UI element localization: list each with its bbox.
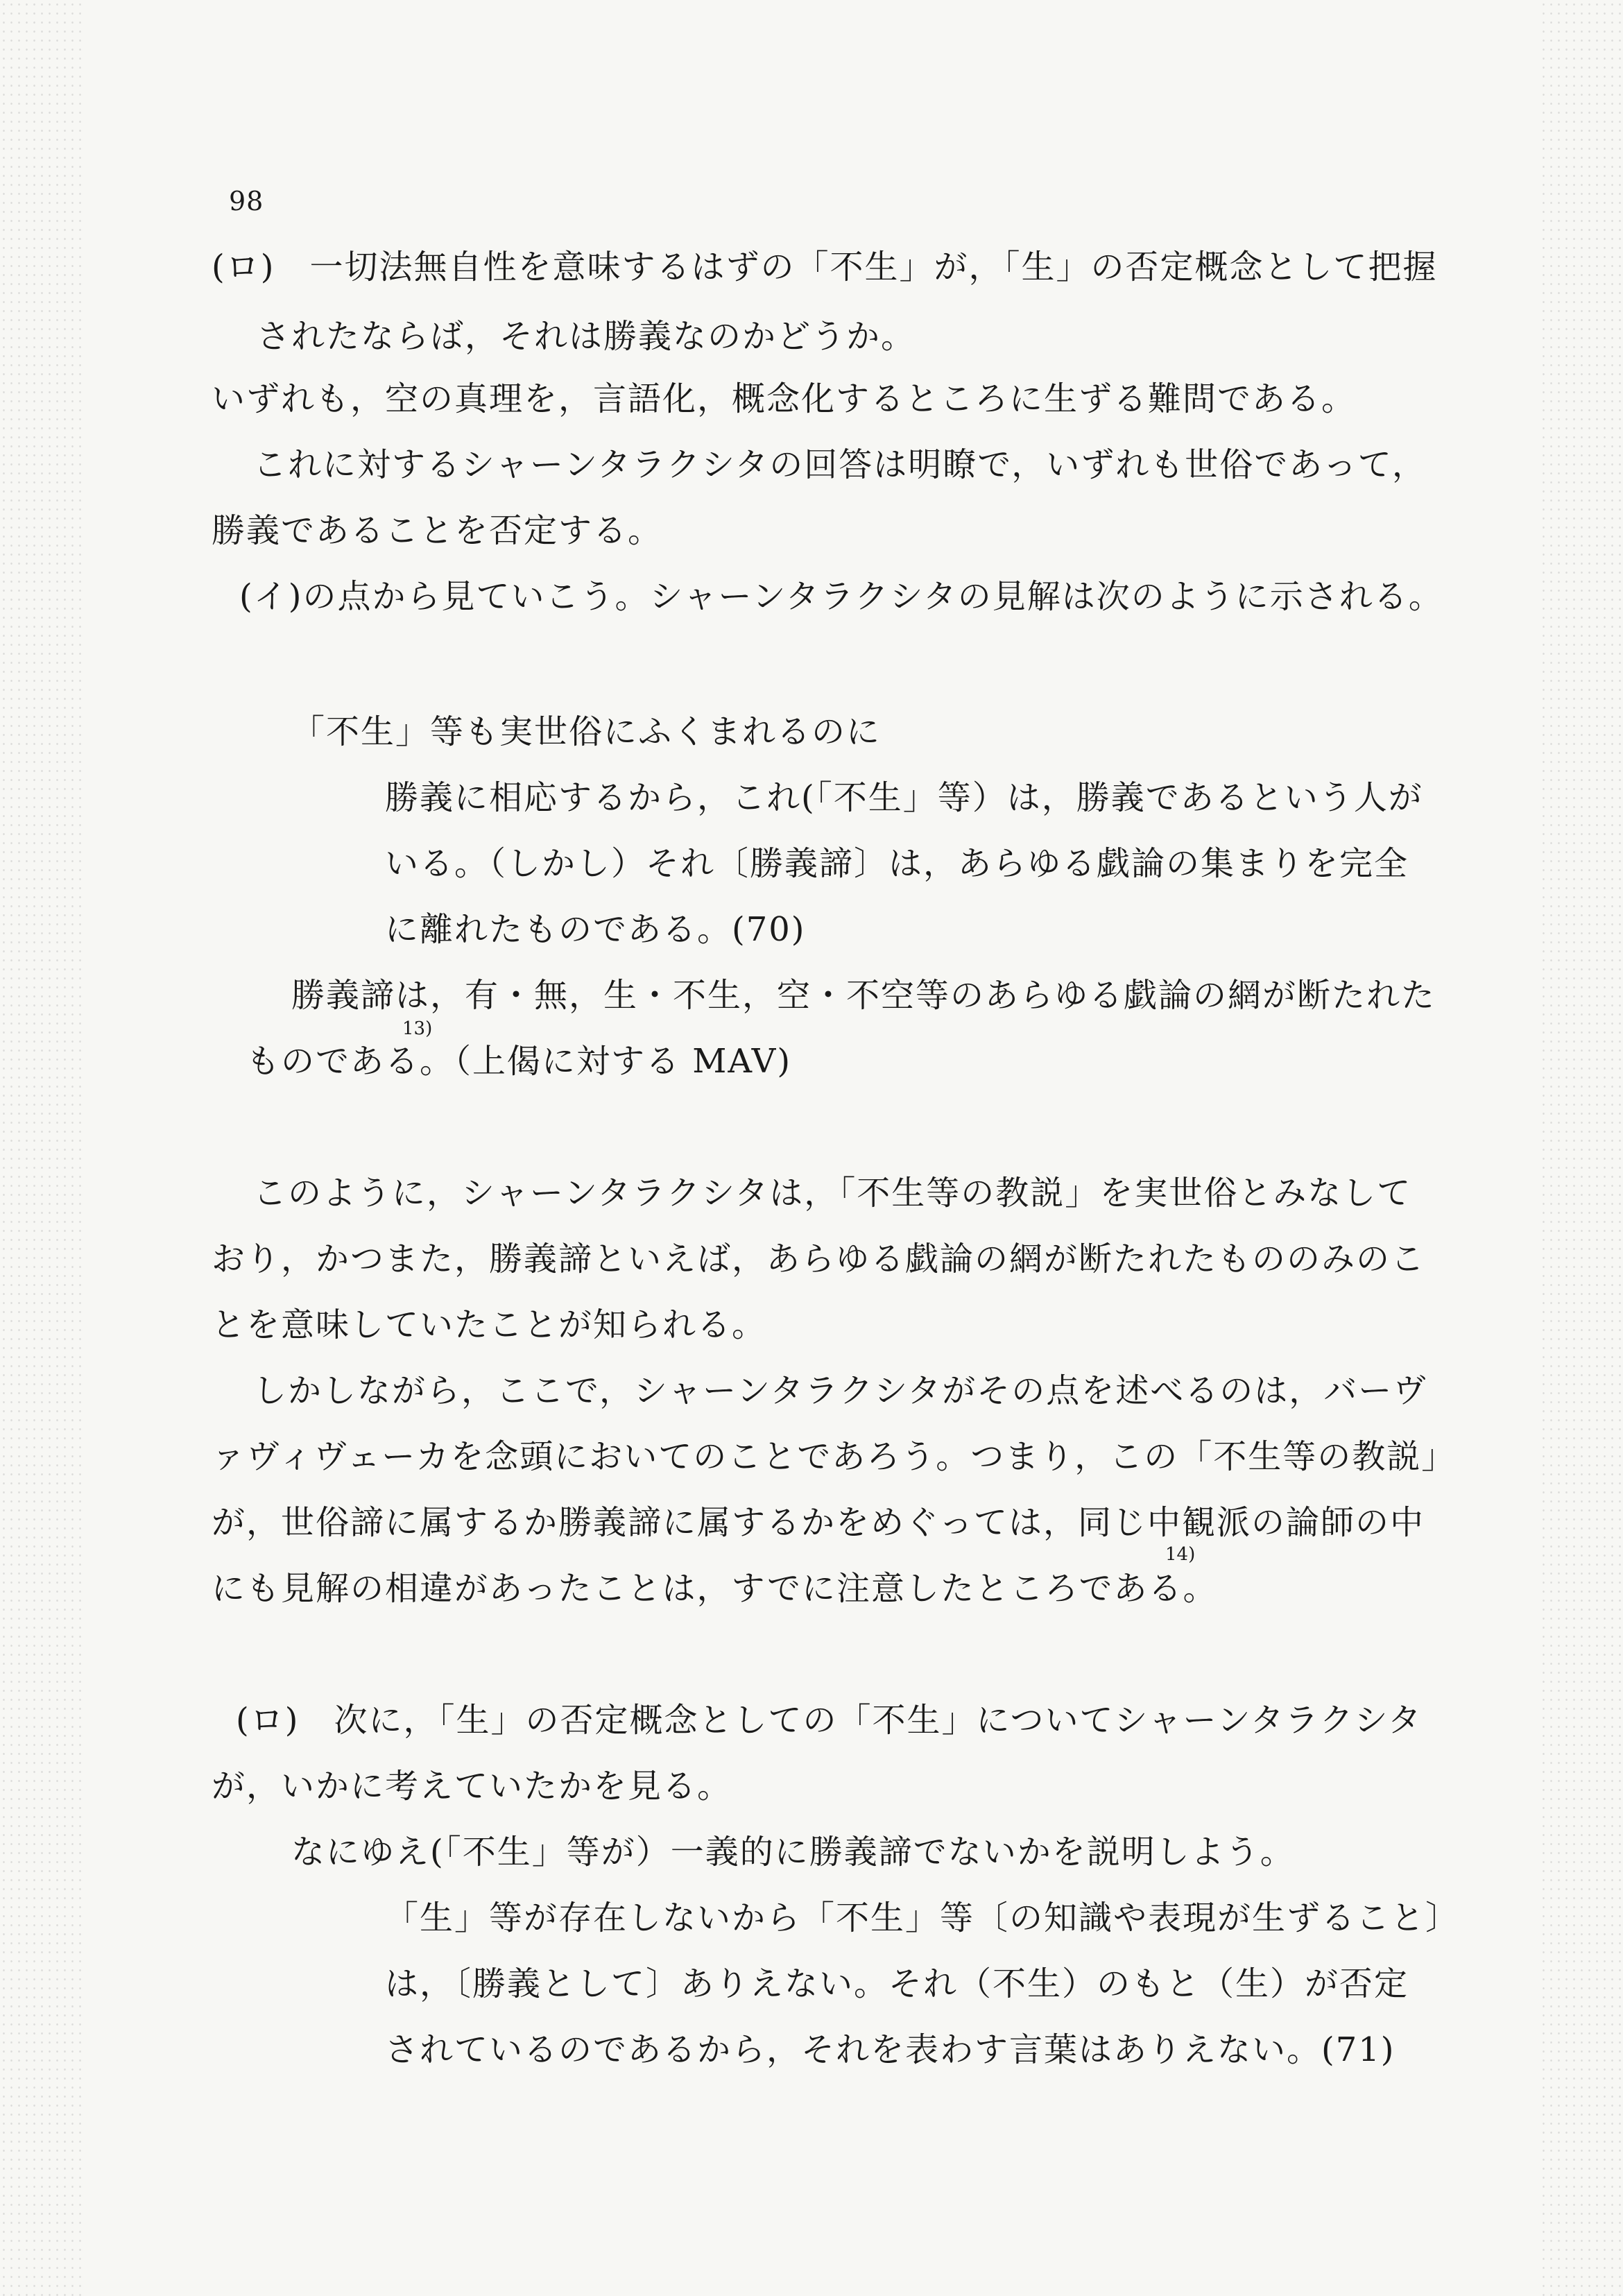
text-line: いずれも，空の真理を，言語化，概念化するところに生ずる難問である。	[212, 379, 1357, 418]
text-line: に離れたものである。(70)	[385, 910, 806, 949]
text-line: が，いかに考えていたかを見る。	[212, 1767, 732, 1806]
text-line: は，〔勝義として〕ありえない。それ（不生）のもと（生）が否定	[385, 1964, 1409, 2003]
text-line: されているのであるから，それを表わす言葉はありえない。(71)	[385, 2030, 1396, 2069]
text-line: 勝義諦は，有・無，生・不生，空・不空等のあらゆる戯論の網が断たれた	[291, 976, 1436, 1015]
text-line: にも見解の相違があったことは，すでに注意したところである。	[212, 1569, 1218, 1608]
footnote-marker: 14)	[1165, 1544, 1196, 1565]
text-line: おり，かつまた，勝義諦といえば，あらゆる戯論の網が断たれたもののみのこ	[212, 1240, 1426, 1278]
text-line: ものである。（上偈に対する MAV)	[246, 1042, 792, 1081]
text-line: 「不生」等も実世俗にふくまれるのに	[291, 712, 882, 751]
scan-noise-right	[1540, 0, 1623, 2296]
text-line: これに対するシャーンタラクシタの回答は明瞭で，いずれも世俗であって，	[253, 445, 1427, 484]
text-line: なにゆえ(「不生」等が）一義的に勝義諦でないかを説明しよう。	[291, 1833, 1295, 1871]
text-line: (ロ) 一切法無自性を意味するはずの「不生」が，「生」の否定概念として把握	[212, 248, 1438, 286]
text-line: (イ)の点から見ていこう。シャーンタラクシタの見解は次のように示される。	[239, 577, 1443, 616]
text-line: とを意味していたことが知られる。	[212, 1305, 767, 1344]
text-line: いる。（しかし）それ〔勝義諦〕は，あらゆる戯論の集まりを完全	[385, 844, 1409, 883]
text-line: 勝義であることを否定する。	[212, 511, 663, 550]
text-line: されたならば，それは勝義なのかどうか。	[257, 317, 916, 356]
text-line: ァヴィヴェーカを念頭においてのことであろう。つまり，この「不生等の教説」	[212, 1437, 1457, 1476]
scan-noise-left	[0, 0, 83, 2296]
text-line: このように，シャーンタラクシタは，「不生等の教説」を実世俗とみなして	[253, 1174, 1412, 1213]
text-line: 勝義に相応するから，これ(「不生」等）は，勝義であるという人が	[385, 778, 1423, 817]
text-line: が，世俗諦に属するか勝義諦に属するかをめぐっては，同じ中観派の論師の中	[212, 1503, 1425, 1542]
page-number: 98	[229, 186, 264, 216]
text-line: (ロ) 次に，「生」の否定概念としての「不生」についてシャーンタラクシタ	[236, 1701, 1423, 1740]
text-line: 「生」等が存在しないから「不生」等〔の知識や表現が生ずること〕	[385, 1899, 1461, 1937]
footnote-marker: 13)	[402, 1018, 433, 1039]
text-line: しかしながら，ここで，シャーンタラクシタがその点を述べるのは，バーヴ	[253, 1371, 1428, 1410]
